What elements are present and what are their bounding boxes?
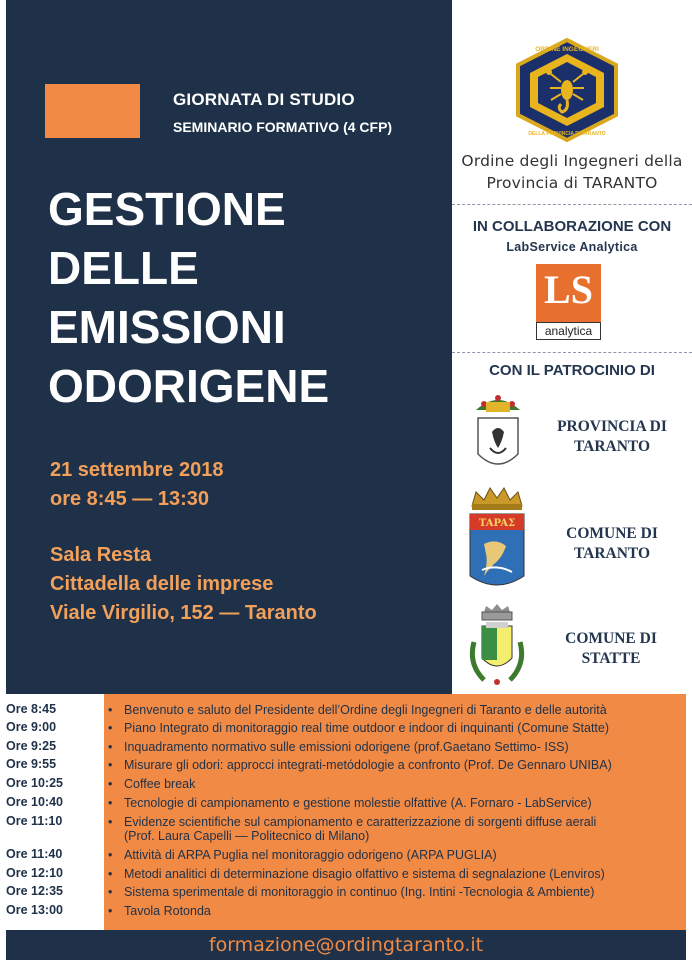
schedule-item-text: Coffee break <box>124 777 196 791</box>
patron-label-line: TARANTO <box>573 438 651 455</box>
schedule-item-text: Piano Integrato di monitoraggio real time outdoor e indoor di inquinanti (Comune Statte) <box>124 721 610 735</box>
patron-label <box>538 629 684 669</box>
title-line: GESTIONE <box>48 183 286 235</box>
schedule-time: Ore 12:10 <box>6 866 63 880</box>
patron-label-line: TARANTO <box>573 545 651 562</box>
schedule-time: Ore 9:00 <box>6 720 57 734</box>
schedule-time: Ore 13:00 <box>6 903 63 917</box>
schedule-time: Ore 11:40 <box>6 847 63 861</box>
patron-label-line: COMUNE DI <box>566 525 658 542</box>
schedule-item-text: Tavola Rotonda <box>124 904 211 918</box>
event-venue: Sala Resta <box>50 544 152 566</box>
event-date: 21 settembre 2018 <box>50 459 224 481</box>
collaboration-partner: LabService Analytica <box>506 240 638 254</box>
event-subkicker: SEMINARIO FORMATIVO (4 CFP) <box>173 119 393 135</box>
schedule-item-text-continued: (Prof. Laura Capelli — Politecnico di Milano) <box>124 829 370 843</box>
comune-statte-crest <box>464 602 530 688</box>
event-address: Viale Virgilio, 152 — Taranto <box>50 602 317 624</box>
schedule-item-text: Evidenze scientifiche sul campionamento e caratterizzazione di sorgenti diffuse aerali <box>124 815 597 829</box>
divider <box>452 204 692 205</box>
patron-label <box>532 524 692 564</box>
divider <box>452 352 692 353</box>
patron-label-line: STATTE <box>581 650 641 667</box>
logo-mark <box>536 264 601 322</box>
organizer-name-line: Ordine degli Ingegneri della <box>461 152 683 170</box>
seal-text-bottom: DELLA PROVINCIA DI TARANTO <box>528 131 606 137</box>
provincia-taranto-crest <box>466 388 530 474</box>
schedule-time: Ore 11:10 <box>6 814 63 828</box>
title-line: ODORIGENE <box>48 360 330 412</box>
schedule-time: Ore 8:45 <box>6 702 57 716</box>
event-kicker: GIORNATA DI STUDIO <box>173 90 355 109</box>
schedule-time: Ore 9:55 <box>6 757 57 771</box>
logo-letters: LS <box>544 267 593 312</box>
schedule-item-text: Tecnologie di campionamento e gestione molestie olfattive (A. Fornaro - LabService) <box>124 796 592 810</box>
schedule-item-text: Attività di ARPA Puglia nel monitoraggio odorigeno (ARPA PUGLIA) <box>124 848 497 862</box>
logo-caption: analytica <box>536 322 601 340</box>
sponsors-panel <box>452 0 692 694</box>
schedule-item-text: Metodi analitici di determinazione disagio olfattivo e sistema di segnalazione (Lenviros) <box>124 867 605 881</box>
organizer-name <box>452 150 692 194</box>
schedule-times-column <box>0 694 104 930</box>
contact-email-link[interactable]: formazione@ordingtaranto.it <box>208 934 484 956</box>
event-title <box>48 180 329 416</box>
footer-bar <box>6 930 686 960</box>
program-schedule <box>0 694 692 930</box>
patronage-heading: CON IL PATROCINIO DI <box>489 362 655 379</box>
collaboration-heading: IN COLLABORAZIONE CON <box>472 218 672 235</box>
schedule-time: Ore 12:35 <box>6 884 63 898</box>
schedule-item-text: Inquadramento normativo sulle emissioni odorigene (prof.Gaetano Settimo- ISS) <box>124 740 569 754</box>
seal-text-top: ORDINE INGEGNERI <box>535 46 599 53</box>
organizer-name-line: Provincia di TARANTO <box>486 174 658 192</box>
schedule-time: Ore 10:40 <box>6 795 63 809</box>
labservice-logo <box>536 264 601 340</box>
event-venue-detail: Cittadella delle imprese <box>50 573 274 595</box>
patron-label <box>534 417 690 457</box>
schedule-items-column: • Benvenuto e saluto del Presidente dell’Ordine degli Ingegneri di Taranto e delle autorità • Piano Integrato di monitoraggio real time outdoor e indoor di inquinanti (Comune Statte) • Inquadramento normativo sulle emissioni odorigene (prof.Gaetano Settimo- ISS) • Misurare gli odori: approcci integrati-metódologie a confronto (Prof. De Gennaro UNIBA) • Coffee break • Tecnologie di campionamento e gestione molestie olfattive (A. Fornaro - LabService) • Evidenze scientifiche sul campionamento e caratterizzazione di sorgenti diffuse aerali (Prof. Laura Capelli — Politecnico di Milano) • Attività di ARPA Puglia nel monitoraggio odorigeno (ARPA PUGLIA) • Metodi analitici di determinazione disagio olfattivo e sistema di segnalazione (Lenviros) • Sistema sperimentale di monitoraggio in continuo (Ing. Intini -Tecnologia & Ambiente) • Tavola Rotonda <box>104 694 686 930</box>
crest-text: TAPAΣ <box>478 518 516 529</box>
schedule-time: Ore 10:25 <box>6 776 63 790</box>
event-hours: ore 8:45 — 13:30 <box>50 488 209 510</box>
title-line: EMISSIONI <box>48 301 286 353</box>
title-line: DELLE <box>48 242 199 294</box>
schedule-item-text: Sistema sperimentale di monitoraggio in continuo (Ing. Intini -Tecnologia & Ambiente) <box>124 885 595 899</box>
schedule-time: Ore 9:25 <box>6 739 57 753</box>
comune-taranto-crest <box>466 484 528 594</box>
patron-label-line: COMUNE DI <box>565 630 657 647</box>
engineers-order-seal <box>512 38 622 142</box>
event-datetime <box>50 456 223 514</box>
schedule-item-text: Misurare gli odori: approcci integrati-metódologie a confronto (Prof. De Gennaro UNIBA) <box>124 758 612 772</box>
event-location <box>50 541 317 628</box>
patron-label-line: PROVINCIA DI <box>557 418 667 435</box>
accent-block <box>45 84 140 138</box>
schedule-item-text: Benvenuto e saluto del Presidente dell’Ordine degli Ingegneri di Taranto e delle autorità <box>124 703 607 717</box>
